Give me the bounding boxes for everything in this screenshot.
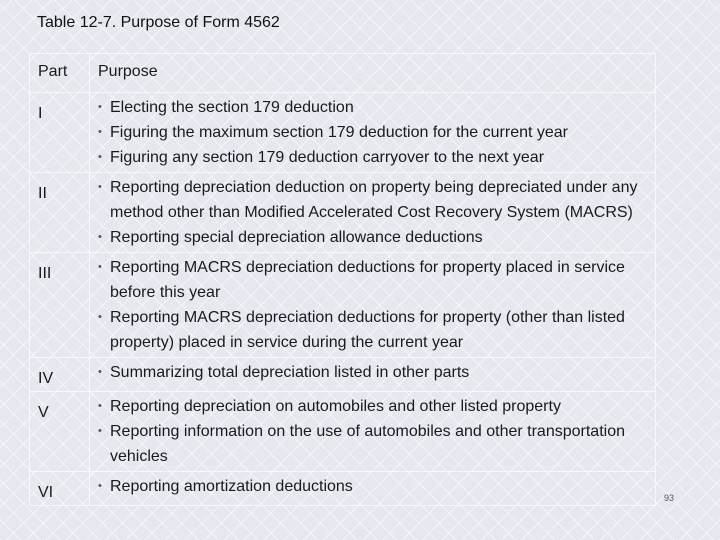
column-header-purpose: Purpose xyxy=(98,63,158,80)
purpose-item: • Reporting depreciation on automobiles and other listed property xyxy=(98,394,651,419)
purpose-item: • Reporting MACRS depreciation deductions for property placed in service before this year xyxy=(98,255,651,305)
purpose-cell xyxy=(90,358,655,391)
part-cell: III xyxy=(30,253,90,357)
table-row xyxy=(30,471,655,505)
part-cell: II xyxy=(30,173,90,252)
purpose-item: • Summarizing total depreciation listed in other parts xyxy=(98,360,651,385)
purpose-table xyxy=(29,53,656,506)
purpose-item: • Electing the section 179 deduction xyxy=(98,95,651,120)
table-row xyxy=(30,172,655,252)
table-header-row xyxy=(30,54,655,92)
purpose-item: • Reporting amortization deductions xyxy=(98,474,651,499)
purpose-item: • Figuring any section 179 deduction carryover to the next year xyxy=(98,145,651,170)
table-row xyxy=(30,92,655,172)
purpose-item: • Reporting MACRS depreciation deductions for property (other than listed property) placed in service during the current year xyxy=(98,305,651,355)
purpose-cell xyxy=(90,253,655,357)
part-cell: IV xyxy=(30,358,90,391)
table-row xyxy=(30,391,655,471)
table-row xyxy=(30,252,655,357)
part-cell: V xyxy=(30,392,90,471)
page-number: 93 xyxy=(664,493,675,503)
purpose-cell xyxy=(90,93,655,172)
part-cell: VI xyxy=(30,472,90,505)
table-title: Table 12-7. Purpose of Form 4562 xyxy=(37,14,280,31)
part-cell: I xyxy=(30,93,90,172)
purpose-cell xyxy=(90,472,655,505)
purpose-item: • Figuring the maximum section 179 deduction for the current year xyxy=(98,120,651,145)
purpose-item: • Reporting depreciation deduction on property being depreciated under any method other than Modified Accelerated Cost Recovery System (MACRS) xyxy=(98,175,651,225)
purpose-item: • Reporting information on the use of automobiles and other transportation vehicles xyxy=(98,419,651,469)
purpose-cell xyxy=(90,392,655,471)
purpose-item: • Reporting special depreciation allowance deductions xyxy=(98,225,651,250)
purpose-cell xyxy=(90,173,655,252)
column-header-part: Part xyxy=(30,54,90,92)
table-row xyxy=(30,357,655,391)
